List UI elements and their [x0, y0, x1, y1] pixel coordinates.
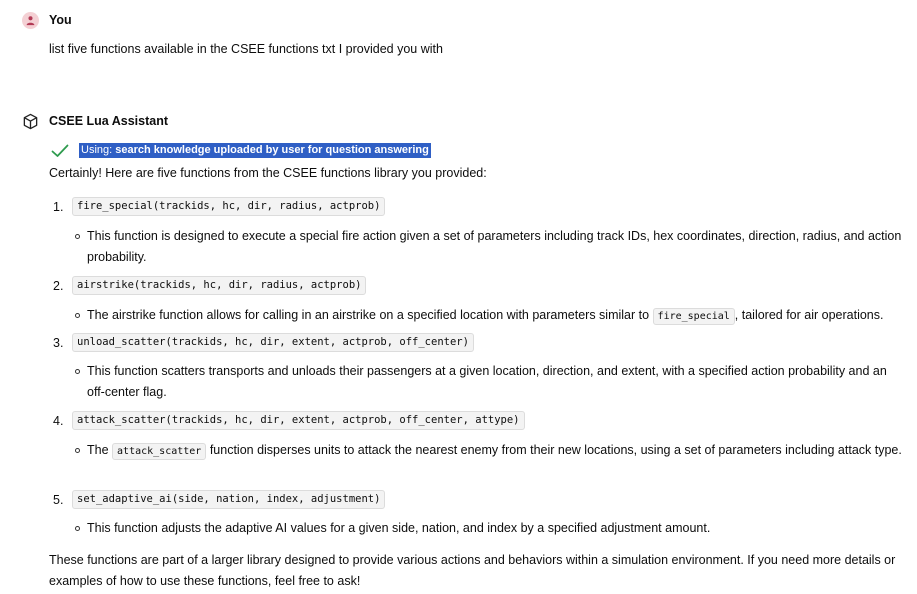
bullet-icon — [75, 526, 80, 531]
list-item — [53, 276, 366, 295]
user-message: list five functions available in the CSEE functions txt I provided you with — [49, 42, 443, 56]
tool-usage-description: search knowledge uploaded by user for question answering — [115, 144, 429, 156]
list-number: 1. — [53, 199, 64, 214]
bullet-icon — [75, 234, 80, 239]
function-signature: attack_scatter(trackids, hc, dir, extent, actprob, off_center, attype) — [72, 411, 525, 430]
description-text — [87, 440, 905, 461]
description-text: This function is designed to execute a special fire action given a set of parameters including track IDs, hex coordinates, direction, radius, and action probability. — [87, 229, 902, 264]
description-text-part: The — [87, 443, 109, 457]
assistant-intro: Certainly! Here are five functions from the CSEE functions library you provided: — [49, 166, 487, 180]
list-number: 5. — [53, 492, 64, 507]
user-avatar — [22, 12, 39, 29]
description-text: This function scatters transports and unloads their passengers at a given location, direction, and extent, with a specified action probability and an off-center flag. — [87, 364, 887, 399]
list-item-description — [75, 305, 905, 326]
assistant-outro: These functions are part of a larger library designed to provide various actions and behaviors within a simulation environment. If you need more details or examples of how to use these functions, feel free to ask! — [49, 553, 896, 588]
description-text: This function adjusts the adaptive AI values for a given side, nation, and index by a specified adjustment amount. — [87, 521, 711, 535]
function-signature: airstrike(trackids, hc, dir, radius, actprob) — [72, 276, 366, 295]
checkmark-icon — [51, 144, 69, 158]
user-icon — [25, 15, 36, 26]
user-author-name: You — [49, 13, 72, 27]
bullet-icon — [75, 313, 80, 318]
function-signature: fire_special(trackids, hc, dir, radius, actprob) — [72, 197, 385, 216]
list-number: 4. — [53, 413, 64, 428]
description-text — [87, 305, 905, 326]
list-item-description — [75, 226, 905, 268]
inline-code: attack_scatter — [112, 443, 206, 460]
description-text-part: The airstrike function allows for calling in an airstrike on a specified location with parameters similar to — [87, 308, 650, 322]
list-item-description — [75, 518, 905, 539]
list-item — [53, 411, 525, 430]
tool-usage-prefix: Using: — [81, 144, 113, 156]
tool-usage-indicator — [51, 143, 431, 158]
inline-code: fire_special — [653, 308, 735, 325]
cube-icon — [22, 113, 39, 130]
list-item-description — [75, 440, 905, 461]
function-signature: set_adaptive_ai(side, nation, index, adjustment) — [72, 490, 385, 509]
list-item — [53, 333, 474, 352]
list-number: 2. — [53, 278, 64, 293]
function-signature: unload_scatter(trackids, hc, dir, extent, actprob, off_center) — [72, 333, 474, 352]
assistant-author-name: CSEE Lua Assistant — [49, 114, 169, 128]
description-text-part: function disperses units to attack the nearest enemy from their new locations, using a set of parameters including attack type. — [209, 443, 902, 457]
list-item — [53, 197, 385, 216]
list-item — [53, 490, 385, 509]
bullet-icon — [75, 369, 80, 374]
description-text-part: , tailored for air operations. — [734, 308, 884, 322]
tool-usage-label — [79, 143, 431, 158]
assistant-avatar — [22, 113, 39, 130]
list-number: 3. — [53, 335, 64, 350]
bullet-icon — [75, 448, 80, 453]
list-item-description — [75, 361, 905, 403]
